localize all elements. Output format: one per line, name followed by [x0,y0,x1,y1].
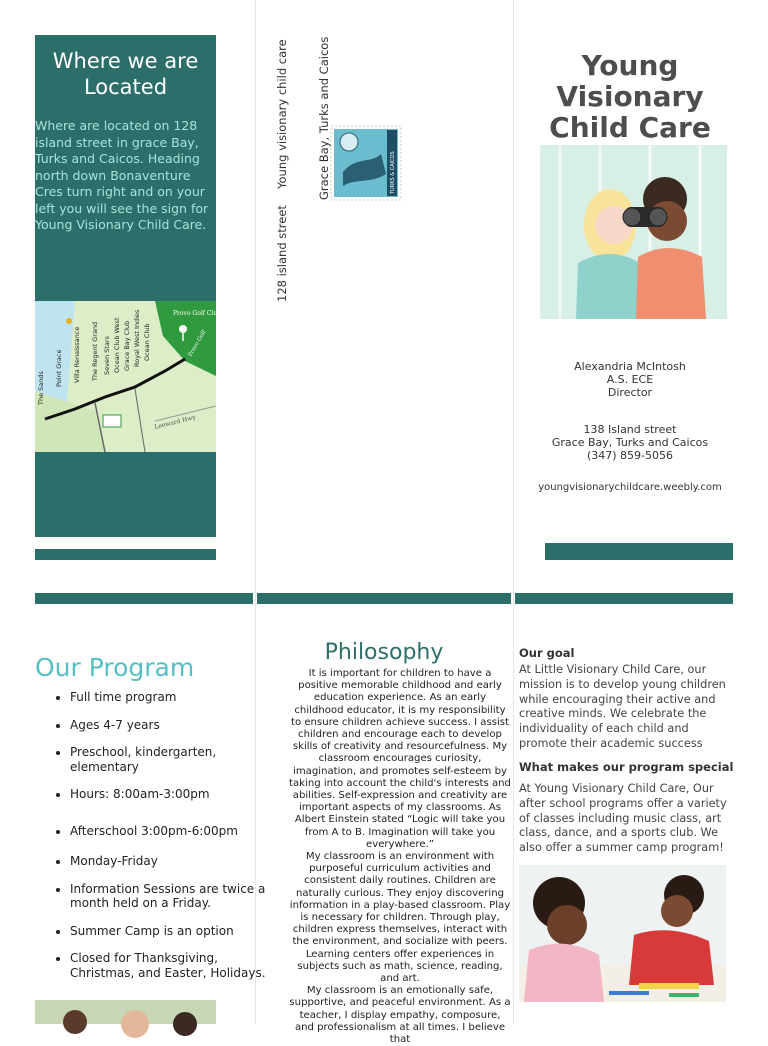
website-link[interactable]: youngvisionarychildcare.weebly.com [538,481,722,493]
brand-title-line: Visionary [556,80,704,113]
stamp-text: TURKS & CAICOS [390,151,396,194]
location-title: Where we are Located [52,49,199,99]
map-label: The Sands [37,371,45,405]
director-credential: A.S. ECE [606,372,654,386]
illustration-graphic [540,145,727,319]
goal-text: At Little Visionary Child Care, our mission is to develop young children while encouraging their active and creative minds. We celebrate the individuality of each child and promote their academic success [519,663,726,750]
address-city: Grace Bay, Turks and Caicos [551,436,709,450]
map-label: Villa Renaissance [73,326,81,383]
classroom-photo [35,1000,216,1024]
program-item: • Information Sessions are twice a month held on a Friday. [70,882,285,911]
location-text: Where are located on 128 island street in grace Bay, Turks and Caicos. Heading north down Bonaventure Cres turn right and on your left you will see the sign for Young Visionary Child Care. [35,118,209,232]
philosophy-title: Philosophy [324,640,444,665]
program-item: • Closed for Thanksgiving, Christmas, and Easter, Holidays. [70,951,285,980]
map-label: Ocean Club [143,323,151,361]
map-label: Point Grace [55,349,63,387]
decorative-bar [35,549,216,560]
map-label: Leeward Hwy [153,413,197,431]
philosophy-paragraph: My classroom is an emotionally safe, supportive, and peaceful environment. As a teacher, I display empathy, composure, and professionalism at all times. I believe that [289,985,511,1046]
program-item: • Summer Camp is an option [70,924,285,939]
fold-bar-middle [257,593,511,604]
philosophy-text [289,668,511,1046]
map-graphic [35,301,222,452]
phone-number: (347) 859-5056 [586,448,674,462]
program-title: Our Program [35,653,195,682]
brand-title-line: Child Care [549,111,711,144]
program-item: • Preschool, kindergarten, elementary [70,745,285,774]
program-item: • Afterschool 3:00pm-6:00pm [70,824,285,839]
map-label: Grace Bay Club [123,320,131,371]
fold-line-right [513,0,514,1024]
map-label: The Regent Grand [91,321,99,381]
special-text: At Young Visionary Child Care, Our after school programs offer a variety of classes including music class, art class, dance, and a sports club. We also offer a summer camp program! [519,782,727,855]
fold-bar-right [515,593,733,604]
map-label: Royal West Indies [133,309,141,367]
director-name: Alexandria McIntosh [574,360,686,373]
map-label: Seven Stars [103,336,111,375]
contact-block [530,361,730,495]
goal-heading: Our goal [519,646,575,660]
photo-graphic [519,865,726,1002]
decorative-bar [545,543,733,560]
map-label: Provo Golf Club [173,310,222,317]
location-panel [35,35,216,537]
spine-street: 128 island street [275,205,289,302]
philosophy-paragraph: It is important for children to have a positive memorable childhood and early education experience. As an early childhood educator, it is my responsibility to ensure children achieve success. I assist children and encourage each to develop skills of creativity and resourcefulness. My classroom encourages curiosity, imagination, and promotes self-esteem by taking into account the child's interests and abilities. Self-expression and creativity are important aspects of my classrooms. As Albert Einstein stated “Logic will take you from A to B. Imagination will take you everywhere.” [289,668,511,850]
address-street: 138 Island street [583,423,677,437]
children-binoculars-illustration [540,145,727,319]
postage-stamp [331,126,401,200]
director-role: Director [607,385,653,399]
stamp-graphic [331,126,401,200]
brand-title [530,50,730,143]
fold-bar-left [35,593,253,604]
program-list [35,690,285,980]
spine-business-name: Young visionary child care [275,39,289,189]
spine-city: Grace Bay, Turks and Caicos [317,36,331,200]
photo-graphic [35,1000,216,1024]
location-map [35,301,222,452]
map-label: Ocean Club West [113,317,121,373]
map-label: Provo Golf [187,329,208,358]
program-item: • Hours: 8:00am-3:00pm [70,787,285,802]
special-heading: What makes our program special [519,760,734,774]
program-item: • Monday-Friday [70,854,285,869]
program-item: • Full time program [70,690,285,705]
program-item: • Ages 4-7 years [70,718,285,733]
philosophy-paragraph: My classroom is an environment with purposeful curriculum activities and consistent daily routines. Children are naturally curious. They enjoy discovering information in a play-based classroom. Play is necessary for children. Through play, children express themselves, interact with the environment, and socialize with peers. Learning centers offer experiences in subjects such as math, science, reading, and art. [289,851,511,985]
children-drawing-photo [519,865,726,1002]
brand-title-line: Young [581,49,679,82]
